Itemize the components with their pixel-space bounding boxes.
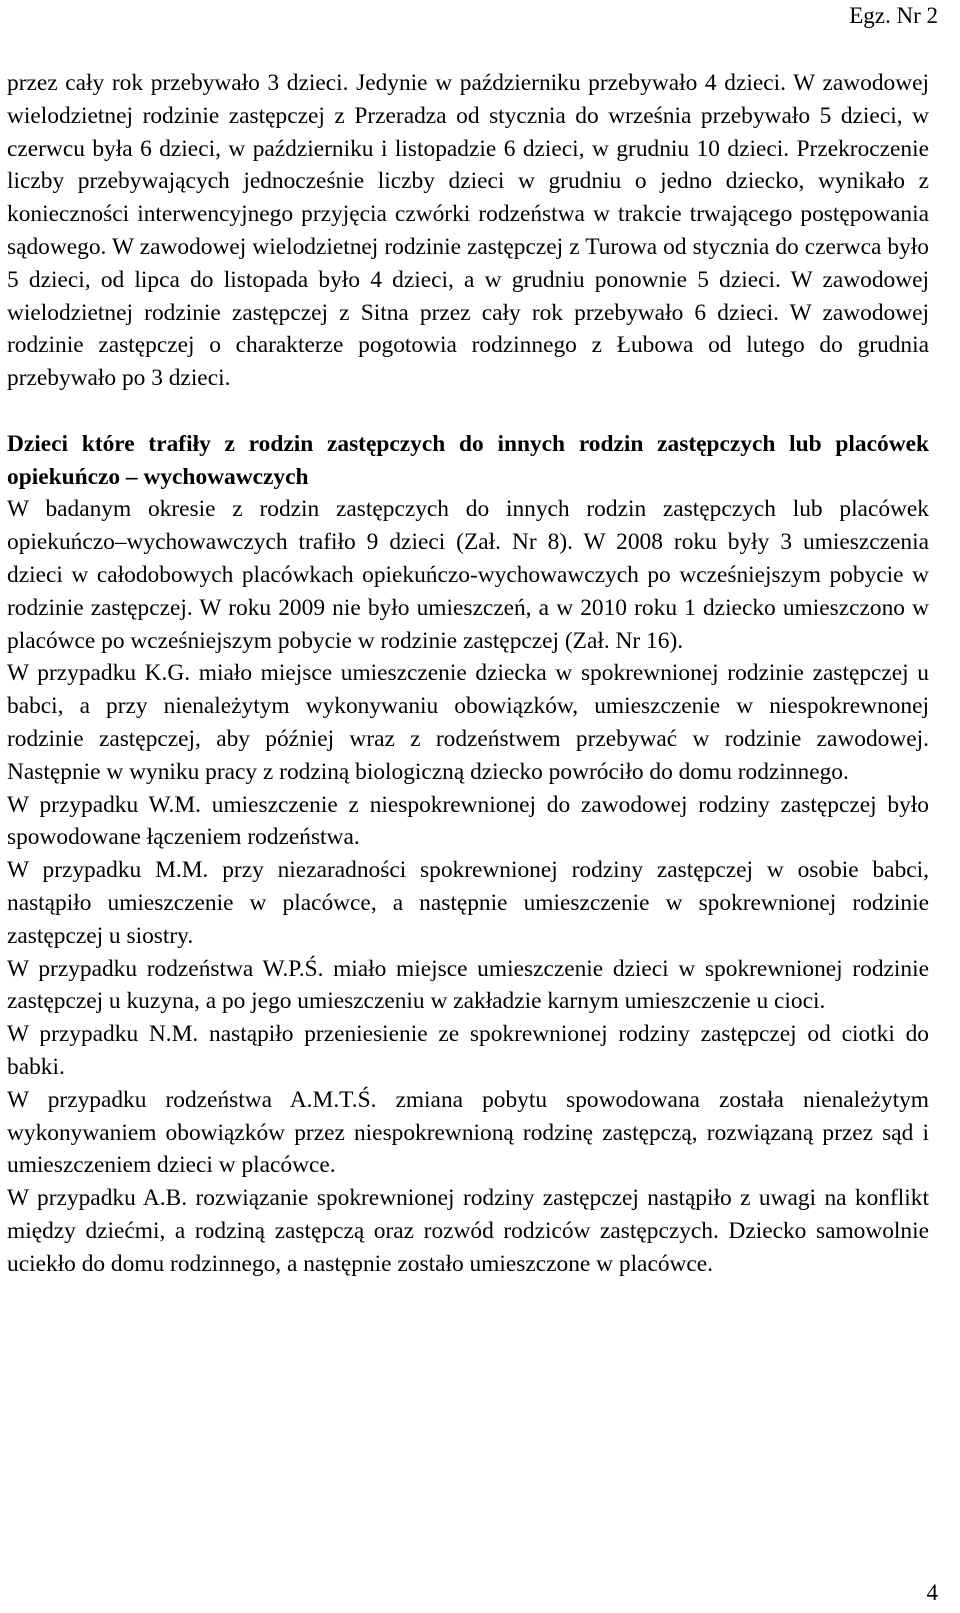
intro-paragraph: przez cały rok przebywało 3 dzieci. Jedynie w październiku przebywało 4 dzieci. W zawodowej wielodzietnej rodzinie zastępczej z Przeradza od stycznia do września przebywało 5 dzieci, w czerwcu była 6 dzieci, w październiku i listopadzie 6 dzieci, w grudniu 10 dzieci. Przekroczenie liczby przebywających jednocześnie liczby dzieci w grudniu o jedno dziecko, wynikało z konieczności interwencyjnego przyjęcia czwórki rodzeństwa w trakcie trwającego postępowania sądowego. W zawodowej wielodzietnej rodzinie zastępczej z Turowa od stycznia do czerwca było 5 dzieci, od lipca do listopada było 4 dzieci, a w grudniu ponownie 5 dzieci. W zawodowej wielodzietnej rodzinie zastępczej z Sitna przez cały rok przebywało 6 dzieci. W zawodowej rodzinie zastępczej o charakterze pogotowia rodzinnego z Łubowa od lutego do grudnia przebywało po 3 dzieci. [7,70,929,392]
page-number: 4 [926,1580,938,1605]
case-paragraph-mm: W przypadku M.M. przy niezaradności spokrewnionej rodziny zastępczej w osobie babci, nastąpiło umieszczenie w placówce, a następnie umieszczenie w spokrewnionej rodzinie zastępczej u siostry. [7,857,929,949]
section-heading: Dzieci które trafiły z rodzin zastępczych do innych rodzin zastępczych lub placówek opiekuńczo – wychowawczych [7,430,929,490]
case-paragraph-wps: W przypadku rodzeństwa W.P.Ś. miało miejsce umieszczenie dzieci w spokrewnionej rodzinie zastępczej u kuzyna, a po jego umieszczeniu w zakładzie karnym umieszczenie u cioci. [7,955,929,1015]
document-body [7,67,929,1280]
case-paragraph-nm: W przypadku N.M. nastąpiło przeniesienie ze spokrewnionej rodziny zastępczej od ciotki do babki. [7,1021,929,1080]
case-paragraph-amts: W przypadku rodzeństwa A.M.T.Ś. zmiana pobytu spowodowana została nienależytym wykonywaniem obowiązków przez niespokrewnioną rodzinę zastępczą, rozwiązaną przez sąd i umieszczeniem dzieci w placówce. [7,1086,929,1179]
case-paragraph-ab: W przypadku A.B. rozwiązanie spokrewnionej rodziny zastępczej nastąpiło z uwagi na konflikt między dziećmi, a rodziną zastępczą oraz rozwód rodziców zastępczych. Dziecko samowolnie uciekło do domu rodzinnego, a następnie zostało umieszczone w placówce. [7,1185,929,1277]
body-paragraph: W badanym okresie z rodzin zastępczych do innych rodzin zastępczych lub placówek opiekuńczo–wychowawczych trafiło 9 dzieci (Zał. Nr 8). W 2008 roku były 3 umieszczenia dzieci w całodobowych placówkach opiekuńczo-wychowawczych po wcześniejszym pobycie w rodzinie zastępczej. W roku 2009 nie było umieszczeń, a w 2010 roku 1 dziecko umieszczono w placówce po wcześniejszym pobycie w rodzinie zastępczej (Zał. Nr 16). [7,496,929,654]
document-header-copy-number: Egz. Nr 2 [849,3,938,28]
case-paragraph-wm: W przypadku W.M. umieszczenie z niespokrewnionej do zawodowej rodziny zastępczej było spowodowane łączeniem rodzeństwa. [7,791,929,851]
case-paragraph-kg: W przypadku K.G. miało miejsce umieszczenie dziecka w spokrewnionej rodzinie zastępczej u babci, a przy nienależytym wykonywaniu obowiązków, umieszczenie w niespokrewnonej rodzinie zastępczej, aby później wraz z rodzeństwem przebywać w rodzinie zawodowej. Następnie w wyniku pracy z rodziną biologiczną dziecko powróciło do domu rodzinnego. [7,660,929,785]
